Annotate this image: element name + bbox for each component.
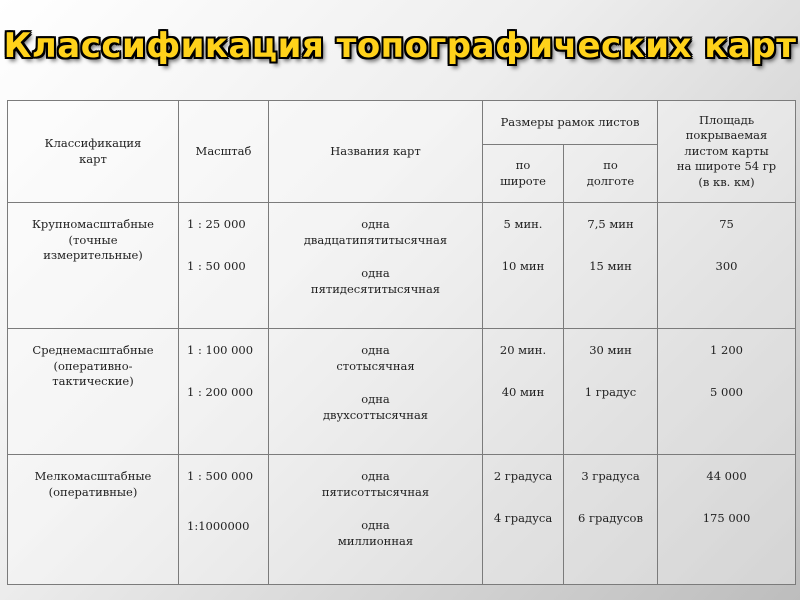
cell-classification: Мелкомасштабные (оперативные) <box>8 455 179 585</box>
cell-longitude: 7,5 мин 15 мин <box>564 203 658 329</box>
header-by-longitude: по долготе <box>564 145 658 203</box>
cell-names: одна стотысячная одна двухсоттысячная <box>269 329 483 455</box>
cell-area: 44 000 175 000 <box>658 455 796 585</box>
header-area: Площадь покрываемая листом карты на широте 54 гр (в кв. км) <box>658 101 796 203</box>
page-title: Классификация топографических карт <box>3 26 797 66</box>
cell-names: одна пятисоттысячная одна миллионная <box>269 455 483 585</box>
cell-names: одна двадцатипятитысячная одна пятидесятитысячная <box>269 203 483 329</box>
cell-longitude: 30 мин 1 градус <box>564 329 658 455</box>
table-row <box>8 329 796 455</box>
header-classification: Классификация карт <box>8 101 179 203</box>
header-frame-sizes: Размеры рамок листов <box>483 101 658 145</box>
classification-table <box>7 100 796 585</box>
cell-area: 75 300 <box>658 203 796 329</box>
cell-latitude: 2 градуса 4 градуса <box>483 455 564 585</box>
cell-scale: 1 : 500 000 1:1000000 <box>179 455 269 585</box>
cell-scale: 1 : 100 000 1 : 200 000 <box>179 329 269 455</box>
header-row <box>8 101 796 145</box>
cell-classification: Среднемасштабные (оперативно- тактические) <box>8 329 179 455</box>
cell-latitude: 20 мин. 40 мин <box>483 329 564 455</box>
cell-longitude: 3 градуса 6 градусов <box>564 455 658 585</box>
header-by-latitude: по широте <box>483 145 564 203</box>
cell-area: 1 200 5 000 <box>658 329 796 455</box>
header-names: Названия карт <box>269 101 483 203</box>
table-row <box>8 455 796 585</box>
cell-classification: Крупномасштабные (точные измерительные) <box>8 203 179 329</box>
header-scale: Масштаб <box>179 101 269 203</box>
cell-scale: 1 : 25 000 1 : 50 000 <box>179 203 269 329</box>
cell-latitude: 5 мин. 10 мин <box>483 203 564 329</box>
table-row <box>8 203 796 329</box>
